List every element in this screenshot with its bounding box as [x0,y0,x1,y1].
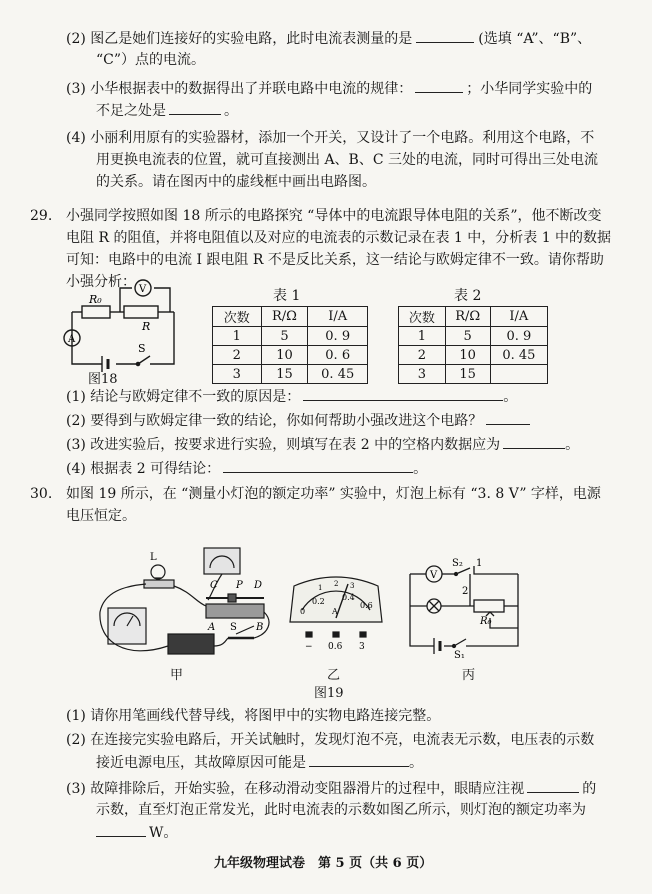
answer-blank[interactable] [527,778,579,793]
table-row [213,365,368,384]
table-row [399,327,548,346]
r-label: R [142,320,151,333]
q28-part4-line1: (4) 小丽利用原有的实验器材，添加一个开关，又设计了一个电路。利用这个电路，不 [66,130,595,146]
q30-sub3-line1: (3) 故障排除后，开始实验，在移动滑动变阻器滑片的过程中，眼睛应注视 的 [66,778,596,799]
table-header-cell: 次数 [213,307,262,327]
terminal-label: 0.6 [328,642,343,652]
voltmeter-label: V [139,284,147,295]
bing-s2-label: S₂ [452,558,463,569]
table-cell: 0. 6 [308,346,368,365]
dial-tick: 0.2 [312,597,325,606]
table-header-cell: 次数 [399,307,446,327]
figure-19-caption: 图19 [314,686,344,701]
table2 [398,306,548,384]
jia-label-l: L [150,552,157,563]
table-cell: 10 [445,346,490,365]
jia-label-a: A [208,622,216,633]
figure-19-yi-ammeter-dial [286,574,386,652]
table-cell: 3 [213,365,262,384]
dial-unit: A [332,607,338,616]
answer-blank[interactable] [169,100,221,115]
q30-number: 30. [30,486,53,502]
bing-s1-label: S₁ [454,650,465,660]
jia-label-c: C [210,580,218,591]
table-cell: 0. 9 [490,327,547,346]
q30-sub2-line2: 接近电源电压，其故障原因可能是 。 [96,752,423,773]
table-header-cell: I/A [308,307,368,327]
table-cell: 2 [213,346,262,365]
answer-blank[interactable] [96,822,146,837]
table-row [213,346,368,365]
jia-label-s: S [230,622,237,633]
q28-part3-line2: 不足之处是 。 [96,100,238,121]
q29-sub2: (2) 要得到与欧姆定律一致的结论，你如何帮助小强改进这个电路？ [66,410,530,431]
table-cell: 15 [445,365,490,384]
q29-stem-line1: 小强同学按照如图 18 所示的电路探究 “导体中的电流跟导体电阻的关系”，他不断改变 [66,208,602,224]
bing-voltmeter-label: V [430,570,438,581]
dial-tick: 3 [350,582,355,590]
bing-r0-label: R₀ [480,616,492,627]
q29-stem-line3: 可知：电路中的电流 I 跟电阻 R 不是反比关系，这一结论与欧姆定律不一致。请你帮助 [66,252,604,268]
q30-sub3-line2: 示数，直至灯泡正常发光，此时电流表的示数如图乙所示，则灯泡的额定功率为 [96,802,586,818]
r0-label: R₀ [89,293,102,306]
q30-stem-line1: 如图 19 所示，在 “测量小灯泡的额定功率” 实验中，灯泡上标有 “3. 8 V” 字样，电源 [66,486,601,502]
jia-label-d: D [254,580,263,591]
answer-blank[interactable] [303,386,503,401]
q30-sub1: (1) 请你用笔画线代替导线，将图甲中的实物电路连接完整。 [66,708,441,724]
q30-sub3-line3: W。 [96,822,177,843]
table-cell: 3 [399,365,446,384]
answer-blank[interactable] [486,410,530,425]
figure-18-circuit [60,276,190,380]
q29-sub3: (3) 改进实验后，按要求进行实验，则填写在表 2 中的空格内数据应为 。 [66,434,579,455]
fig19-sub-bing: 丙 [462,668,476,683]
table-cell: 0. 45 [308,365,368,384]
table-header-cell: R/Ω [261,307,308,327]
q29-sub1: (1) 结论与欧姆定律不一致的原因是： 。 [66,386,517,407]
dial-tick: 0.4 [342,593,355,602]
q30-stem-line2: 电压恒定。 [66,508,136,524]
table-cell: 5 [445,327,490,346]
q29-stem-line2: 电阻 R 的阻值，并将电阻值以及对应的电流表的示数记录在表 1 中，分析表 1 中的数据 [66,230,612,246]
table-row [399,346,548,365]
table-header-row [213,307,368,327]
q29-sub4: (4) 根据表 2 可得结论： 。 [66,458,427,479]
table-row [399,365,548,384]
table-header-cell: I/A [490,307,547,327]
table1 [212,306,368,384]
answer-blank[interactable] [309,752,409,767]
figure-19-jia-apparatus [96,542,280,670]
switch-label: S [138,342,146,355]
jia-label-b: B [256,622,264,633]
dial-tick: 1 [318,584,323,592]
table-cell: 1 [399,327,446,346]
table2-title: 表 2 [454,288,482,304]
answer-blank[interactable] [416,28,474,43]
dial-tick: 2 [334,580,339,588]
dial-tick: 0.6 [360,601,373,610]
page-footer: 九年级物理试卷 第 5 页（共 6 页） [214,856,433,871]
bing-node2-label: 2 [462,586,469,597]
q28-part4-line2: 用更换电流表的位置，就可直接测出 A、B、C 三处的电流，同时可得出三处电流 [96,152,599,168]
answer-blank[interactable] [503,434,565,449]
ammeter-label: A [68,334,76,345]
table-header-row [399,307,548,327]
table1-title: 表 1 [273,288,301,304]
q28-part2-line1: (2) 图乙是她们连接好的实验电路，此时电流表测量的是 (选填 “A”、“B”、 [66,28,591,49]
q28-part2-line2: “C”）点的电流。 [96,52,206,68]
q28-part4-line3: 的关系。请在图丙中的虚线框中画出电路图。 [96,174,376,190]
table-cell-blank[interactable] [490,365,547,384]
q29-number: 29. [30,208,53,224]
table-row [213,327,368,346]
terminal-label: 3 [359,642,365,652]
q29-stem-line4: 小强分析： [66,274,136,290]
fig19-sub-yi: 乙 [327,668,341,683]
table-cell: 15 [261,365,308,384]
jia-label-p: P [236,580,243,591]
table-header-cell: R/Ω [445,307,490,327]
q28-part3-line1: (3) 小华根据表中的数据得出了并联电路中电流的规律： ；小华同学实验中的 [66,78,592,99]
q30-sub2-line1: (2) 在连接完实验电路后，开关试触时，发现灯泡不亮，电流表无示数，电压表的示数 [66,732,595,748]
figure-19-bing-circuit [404,556,532,660]
answer-blank[interactable] [415,78,463,93]
table-cell: 1 [213,327,262,346]
fig19-sub-jia: 甲 [170,668,184,683]
answer-blank[interactable] [223,458,413,473]
dial-tick: 0 [300,607,306,616]
bing-node1-label: 1 [476,558,483,569]
figure-18-caption: 图18 [88,372,118,387]
table-cell: 0. 45 [490,346,547,365]
table-cell: 2 [399,346,446,365]
table-cell: 0. 9 [308,327,368,346]
table-cell: 10 [261,346,308,365]
table-cell: 5 [261,327,308,346]
terminal-label: − [305,642,313,652]
